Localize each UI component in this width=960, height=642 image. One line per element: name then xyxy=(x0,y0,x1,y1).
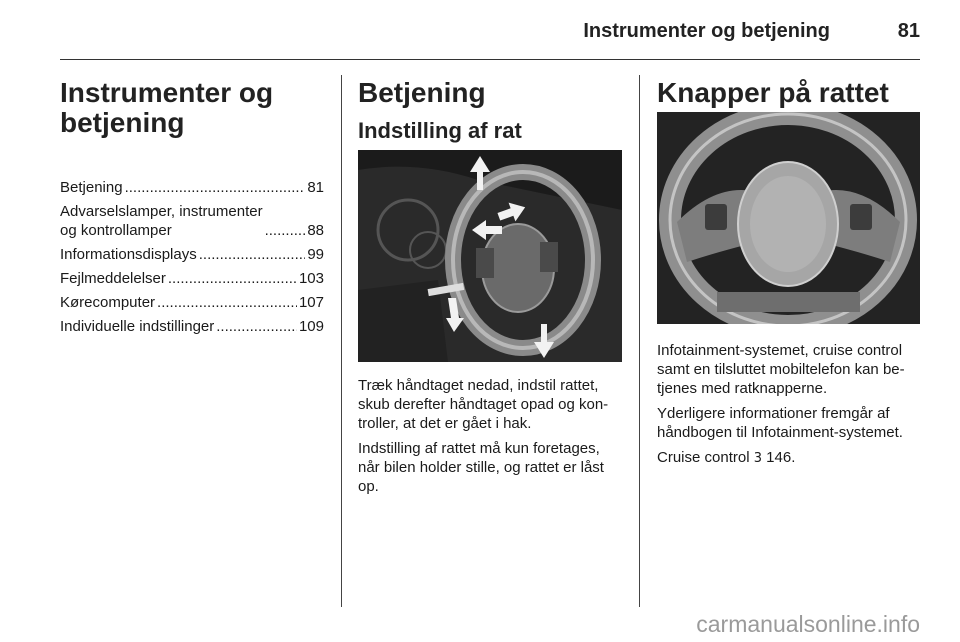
header-divider xyxy=(60,59,920,60)
toc-entry-page: 81 xyxy=(307,179,324,196)
knapper-body xyxy=(657,341,923,474)
paragraph: Træk håndtaget nedad, indstil rattet, skub derefter håndtaget opad og kon-troller, at det er gået i hak. xyxy=(358,377,609,432)
paragraph: Indstilling af rattet må kun foretages, når bilen holder stille, og rattet er låst op. xyxy=(358,440,604,495)
toc-entry-page: 99 xyxy=(307,246,324,263)
paragraph: Infotainment-systemet, cruise control samt en tilsluttet mobiltelefon kan be-tjenes med ratknapperne. xyxy=(657,342,905,397)
toc-entry-page: 107 xyxy=(298,294,324,311)
crossref-label: Cruise control xyxy=(657,449,750,466)
toc-entry[interactable] xyxy=(60,178,324,197)
toc-entry-label: Fejlmeddelelser xyxy=(60,270,166,287)
toc-entry-page: 109 xyxy=(298,318,324,335)
toc-leader-dots xyxy=(199,245,306,264)
steering-wheel-drawing xyxy=(657,112,920,324)
steering-adjustment-illustration xyxy=(358,150,622,362)
toc-entry-label: Betjening xyxy=(60,179,123,196)
table-of-contents xyxy=(60,178,324,341)
toc-entry-label: Advarselslamper, instrumenter og kontrollamper xyxy=(60,203,263,239)
chapter-title-line-2: betjening xyxy=(60,107,185,138)
toc-entry-label: Individuelle indstillinger xyxy=(60,318,215,335)
toc-leader-dots xyxy=(157,293,297,312)
toc-leader-dots xyxy=(265,221,306,240)
crossref-arrow-icon: 3 xyxy=(753,451,762,466)
section-heading-betjening: Betjening xyxy=(358,77,486,108)
toc-entry[interactable] xyxy=(60,202,324,240)
page-header-title: Instrumenter og betjening xyxy=(583,20,830,42)
page-number: 81 xyxy=(897,20,920,42)
toc-leader-dots xyxy=(216,317,297,336)
toc-entry-page: 103 xyxy=(298,270,324,287)
toc-entry[interactable] xyxy=(60,245,324,264)
column-divider-2 xyxy=(639,75,640,607)
toc-leader-dots xyxy=(168,269,297,288)
subsection-heading-rat: Indstilling af rat xyxy=(358,118,522,143)
crossref-page: 146. xyxy=(766,449,796,466)
toc-entry[interactable] xyxy=(60,293,324,312)
betjening-body xyxy=(358,376,624,502)
section-heading-knapper: Knapper på rattet xyxy=(657,77,889,108)
cross-reference[interactable] xyxy=(657,448,923,468)
toc-entry-label: Kørecomputer xyxy=(60,294,156,311)
steering-adjustment-drawing xyxy=(358,150,622,362)
paragraph: Yderligere informationer fremgår af håndbogen til Infotainment-systemet. xyxy=(657,405,903,441)
toc-entry-page: 88 xyxy=(307,222,324,239)
watermark: carmanualsonline.info xyxy=(696,611,920,637)
toc-entry[interactable] xyxy=(60,269,324,288)
toc-entry-label: Informationsdisplays xyxy=(60,246,197,263)
toc-leader-dots xyxy=(125,178,306,197)
column-divider-1 xyxy=(341,75,342,607)
chapter-title-line-1: Instrumenter og xyxy=(60,77,274,108)
chapter-title xyxy=(60,78,273,138)
steering-wheel-buttons-illustration xyxy=(657,112,920,324)
toc-entry[interactable] xyxy=(60,317,324,336)
